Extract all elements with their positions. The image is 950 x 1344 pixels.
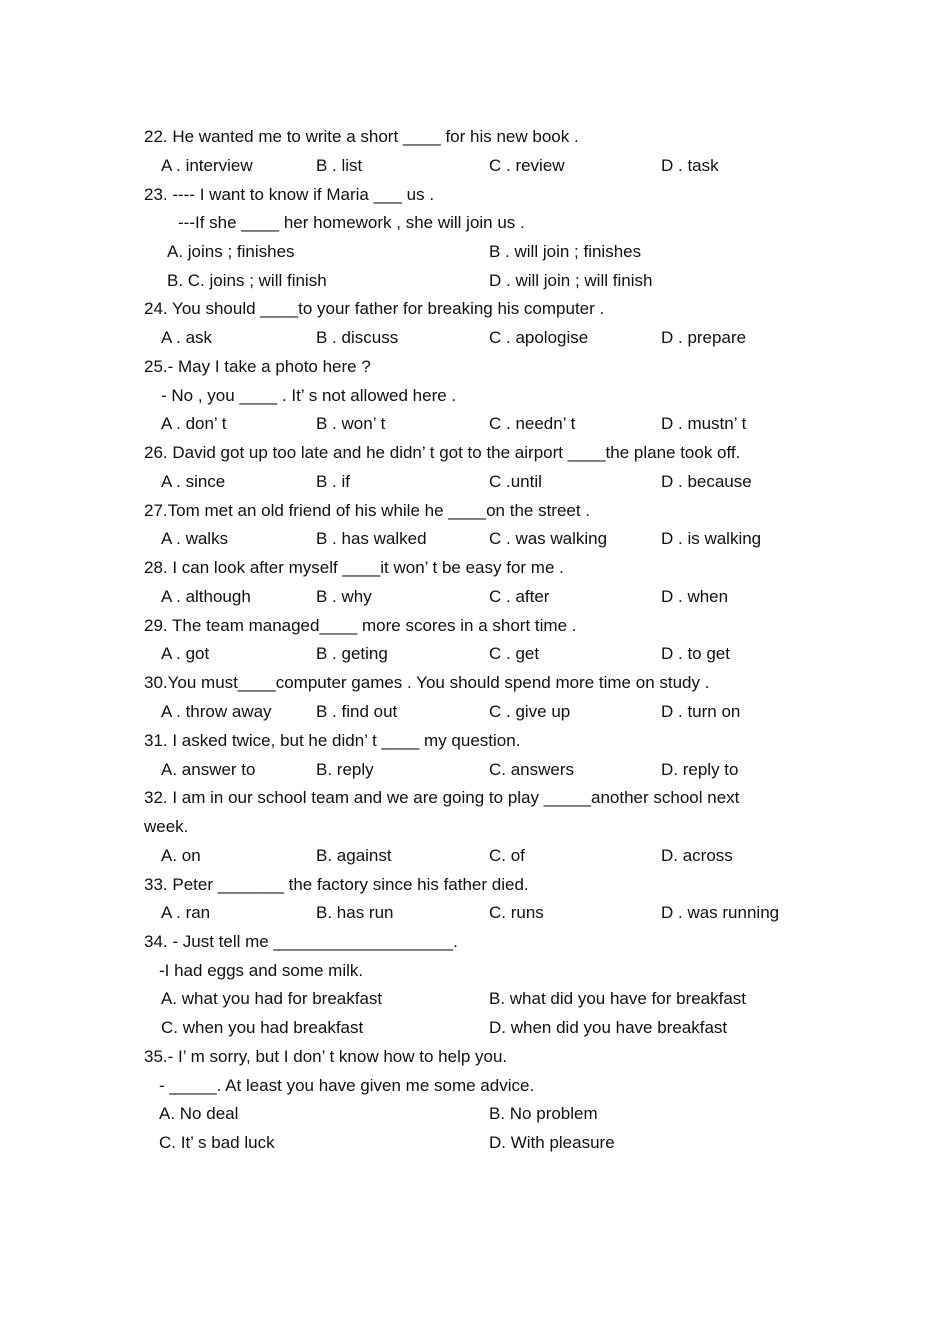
question-25-option-d: D . mustn’ t: [661, 414, 747, 433]
question-30-option-b: B . find out: [316, 702, 398, 721]
question-35-option-c: C. It’ s bad luck: [159, 1133, 275, 1152]
question-32-stem-2: week.: [144, 817, 189, 836]
question-32-option-a: A. on: [161, 846, 201, 865]
question-34-stem-2: -I had eggs and some milk.: [159, 961, 364, 980]
question-30-stem: 30.You must____computer games . You should spend more time on study .: [144, 673, 710, 692]
question-23-option-a: A. joins ; finishes: [167, 242, 295, 261]
question-26-option-d: D . because: [661, 472, 752, 491]
question-22-stem: 22. He wanted me to write a short ____ for his new book .: [144, 127, 579, 146]
question-29-option-d: D . to get: [661, 644, 730, 663]
question-27-option-c: C . was walking: [489, 529, 608, 548]
question-35-stem-2: - _____. At least you have given me some advice.: [159, 1076, 535, 1095]
question-30-option-a: A . throw away: [161, 702, 272, 721]
question-29-option-c: C . get: [489, 644, 540, 663]
question-33-option-a: A . ran: [161, 903, 211, 922]
question-33-option-c: C. runs: [489, 903, 544, 922]
question-31-option-c: C. answers: [489, 760, 575, 779]
question-22-option-c: C . review: [489, 156, 565, 175]
question-26-stem: 26. David got up too late and he didn’ t got to the airport ____the plane took off.: [144, 443, 741, 462]
question-32-option-b: B. against: [316, 846, 392, 865]
question-30-option-d: D . turn on: [661, 702, 741, 721]
question-22-option-a: A . interview: [161, 156, 253, 175]
question-24-option-d: D . prepare: [661, 328, 747, 347]
question-33-option-b: B. has run: [316, 903, 394, 922]
question-25-option-a: A . don’ t: [161, 414, 227, 433]
question-28-stem: 28. I can look after myself ____it won’ t be easy for me .: [144, 558, 564, 577]
question-30-option-c: C . give up: [489, 702, 571, 721]
question-32-stem: 32. I am in our school team and we are going to play _____another school next: [144, 788, 740, 807]
question-34-option-d: D. when did you have breakfast: [489, 1018, 728, 1037]
question-35-stem: 35.- I’ m sorry, but I don’ t know how to help you.: [144, 1047, 508, 1066]
question-29-option-b: B . geting: [316, 644, 388, 663]
question-33-option-d: D . was running: [661, 903, 780, 922]
question-24-option-b: B . discuss: [316, 328, 399, 347]
question-31-stem: 31. I asked twice, but he didn’ t ____ my question.: [144, 731, 521, 750]
question-29-stem: 29. The team managed____ more scores in a short time .: [144, 616, 577, 635]
question-27-option-b: B . has walked: [316, 529, 427, 548]
question-28-option-b: B . why: [316, 587, 372, 606]
question-34-option-b: B. what did you have for breakfast: [489, 989, 747, 1008]
question-29-option-a: A . got: [161, 644, 210, 663]
question-24-option-c: C . apologise: [489, 328, 589, 347]
question-35-option-d: D. With pleasure: [489, 1133, 615, 1152]
question-25-stem-2: - No , you ____ . It’ s not allowed here .: [161, 386, 457, 405]
question-34-option-c: C. when you had breakfast: [161, 1018, 364, 1037]
question-31-option-d: D. reply to: [661, 760, 739, 779]
question-23-option-d: D . will join ; will finish: [489, 271, 653, 290]
question-26-option-b: B . if: [316, 472, 351, 491]
question-31-option-a: A. answer to: [161, 760, 256, 779]
question-34-option-a: A. what you had for breakfast: [161, 989, 383, 1008]
question-25-option-b: B . won’ t: [316, 414, 386, 433]
question-25-stem: 25.- May I take a photo here ?: [144, 357, 371, 376]
question-34-stem: 34. - Just tell me ___________________.: [144, 932, 458, 951]
question-24-stem: 24. You should ____to your father for breaking his computer .: [144, 299, 605, 318]
question-28-option-a: A . although: [161, 587, 251, 606]
question-26-option-a: A . since: [161, 472, 226, 491]
question-32-option-d: D. across: [661, 846, 733, 865]
question-28-option-d: D . when: [661, 587, 729, 606]
question-26-option-c: C .until: [489, 472, 542, 491]
question-31-option-b: B. reply: [316, 760, 374, 779]
question-23-stem-2: ---If she ____ her homework , she will join us .: [178, 213, 525, 232]
question-27-option-d: D . is walking: [661, 529, 762, 548]
question-35-option-b: B. No problem: [489, 1104, 598, 1123]
question-23-stem: 23. ---- I want to know if Maria ___ us .: [144, 185, 435, 204]
question-22-option-b: B . list: [316, 156, 363, 175]
question-25-option-c: C . needn’ t: [489, 414, 576, 433]
question-33-stem: 33. Peter _______ the factory since his father died.: [144, 875, 529, 894]
question-23-option-b: B . will join ; finishes: [489, 242, 642, 261]
question-23-option-c: B. C. joins ; will finish: [167, 271, 327, 290]
question-22-option-d: D . task: [661, 156, 719, 175]
question-28-option-c: C . after: [489, 587, 550, 606]
question-27-option-a: A . walks: [161, 529, 229, 548]
question-35-option-a: A. No deal: [159, 1104, 239, 1123]
question-24-option-a: A . ask: [161, 328, 213, 347]
question-27-stem: 27.Tom met an old friend of his while he ____on the street .: [144, 501, 591, 520]
question-32-option-c: C. of: [489, 846, 525, 865]
